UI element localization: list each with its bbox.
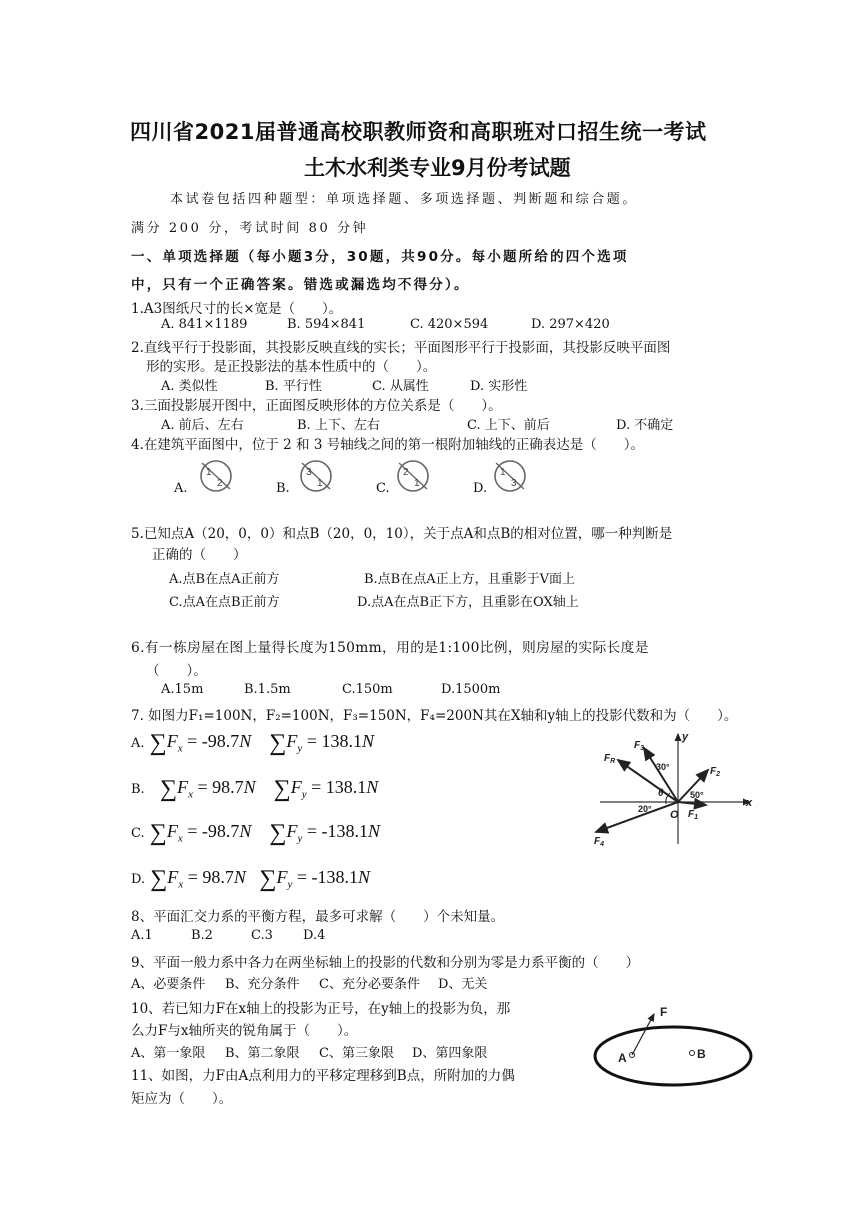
q3-option-c[interactable]: C. 上下、前后 (467, 418, 550, 433)
section-heading: 一、单项选择题（每小题3分，30题，共90分。每小题所给的四个选项 (131, 249, 629, 265)
f1-label: $F_1$ (688, 809, 699, 821)
q7-option-a-label: A. (131, 736, 145, 751)
q3-option-a[interactable]: A. 前后、左右 (161, 418, 244, 433)
q7-option-b-label: B. (131, 782, 145, 797)
q10-option-a[interactable]: A、第一象限 (131, 1046, 206, 1061)
question-3-stem: 3.三面投影展开图中，正面图反映形体的方位关系是（ ）。 (131, 398, 502, 414)
question-9-stem: 9、平面一般力系中各力在两坐标轴上的投影的代数和分别为零是力系平衡的（ ） (131, 955, 640, 971)
intro-text-2: 满分 200 分，考试时间 80 分钟 (131, 221, 369, 236)
q5-option-a[interactable]: A.点B在点A正前方 (169, 572, 280, 587)
q8-option-b[interactable]: B.2 (191, 928, 213, 943)
question-2-stem: 2.直线平行于投影面，其投影反映直线的实长；平面图形平行于投影面，其投影反映平面图 (131, 340, 671, 356)
angle-20-label: 20° (638, 804, 652, 814)
q4-option-b[interactable]: B. (276, 481, 290, 496)
point-a-label: A (618, 1051, 627, 1065)
q6-option-c[interactable]: C.150m (342, 682, 393, 697)
axis-symbol-b-top: 3 (306, 467, 312, 478)
exam-title: 四川省2021届普通高校职教师资和高职班对口招生统一考试 (130, 120, 707, 144)
q3-option-d[interactable]: D. 不确定 (616, 418, 674, 433)
question-10-stem: 10、若已知力F在x轴上的投影为正号，在y轴上的投影为负，那 (131, 1001, 511, 1017)
fr-label: $F_R$ (604, 753, 616, 765)
theta-label: θ (658, 788, 664, 799)
angle-30-label: 30° (656, 762, 670, 772)
q6-option-b[interactable]: B.1.5m (244, 682, 291, 697)
force-diagram (588, 726, 758, 851)
question-6-stem: 6.有一栋房屋在图上量得长度为150mm，用的是1:100比例，则房屋的实际长度是 (131, 640, 649, 656)
q8-option-d[interactable]: D.4 (303, 928, 326, 943)
q10-option-b[interactable]: B、第二象限 (225, 1046, 300, 1061)
q6-option-d[interactable]: D.1500m (441, 682, 501, 697)
q8-option-c[interactable]: C.3 (251, 928, 273, 943)
axis-symbol-a-bottom: 2 (217, 478, 223, 489)
q9-option-d[interactable]: D、无关 (438, 977, 488, 992)
question-10-stem-cont: 么力F与x轴所夹的锐角属于（ ）。 (131, 1023, 358, 1039)
q8-option-a[interactable]: A.1 (131, 928, 153, 943)
q2-option-a[interactable]: A. 类似性 (161, 379, 218, 394)
force-f4-arrow (596, 802, 678, 832)
intro-text-1: 本试卷包括四种题型：单项选择题、多项选择题、判断题和综合题。 (170, 192, 639, 207)
question-11-stem: 11、如图，力F由A点利用力的平移定理移到B点，所附加的力偶 (131, 1068, 515, 1084)
q1-option-c[interactable]: C. 420×594 (410, 317, 489, 332)
axis-symbol-d-top: 1 (500, 467, 506, 478)
question-2-stem-cont: 形的实形。是正投影法的基本性质中的（ ）。 (146, 359, 437, 375)
q7-option-b-formula: $\sum F_x = 98.7N$ $\sum F_y = 138.1N$ (159, 776, 379, 802)
q7-option-c-label: C. (131, 826, 145, 841)
q3-option-b[interactable]: B. 上下、左右 (297, 418, 380, 433)
point-b-label: B (697, 1047, 706, 1061)
axis-symbol-b (296, 456, 336, 496)
x-axis-label: x (746, 797, 753, 809)
question-11-stem-cont: 矩应为（ ）。 (131, 1091, 233, 1107)
question-8-stem: 8、平面汇交力系的平衡方程，最多可求解（ ）个未知量。 (131, 909, 505, 925)
point-b (690, 1051, 695, 1056)
q2-option-b[interactable]: B. 平行性 (265, 379, 322, 394)
force-f-label: F (660, 1005, 668, 1019)
q1-option-d[interactable]: D. 297×420 (531, 317, 610, 332)
q7-option-d-label: D. (131, 872, 146, 887)
f3-label: $F_3$ (634, 740, 645, 752)
q1-option-b[interactable]: B. 594×841 (287, 317, 366, 332)
question-6-stem-cont: （ ）。 (146, 663, 207, 679)
q7-option-c-formula: $\sum F_x = -98.7N$ $\sum F_y = -138.1N$ (149, 820, 381, 846)
axis-symbol-a-top: 1 (206, 467, 212, 478)
q5-option-b[interactable]: B.点B在点A正上方，且重影于V面上 (364, 572, 576, 587)
axis-symbol-c-bottom: 1 (414, 478, 420, 489)
q5-option-d[interactable]: D.点A在点B正下方，且重影在OX轴上 (357, 595, 579, 610)
q7-option-c[interactable] (131, 820, 380, 847)
question-5-stem-cont: 正确的（ ） (152, 547, 247, 563)
q2-option-c[interactable]: C. 从属性 (372, 379, 429, 394)
q9-option-c[interactable]: C、充分必要条件 (319, 977, 420, 992)
q4-option-c[interactable]: C. (376, 481, 390, 496)
q9-option-b[interactable]: B、充分条件 (225, 977, 300, 992)
axis-symbol-d (490, 456, 530, 496)
axis-symbol-b-bottom: 1 (317, 478, 323, 489)
q7-option-b[interactable] (131, 776, 378, 803)
q5-option-c[interactable]: C.点A在点B正前方 (169, 595, 280, 610)
force-translation-diagram (588, 1000, 768, 1100)
question-4-stem: 4.在建筑平面图中，位于 2 和 3 号轴线之间的第一根附加轴线的正确表达是（ ）。 (131, 437, 644, 453)
q4-option-d[interactable]: D. (473, 481, 488, 496)
question-5-stem: 5.已知点A（20，0，0）和点B（20，0，10），关于点A和点B的相对位置，哪一种判断是 (131, 526, 673, 542)
origin-label: O (670, 809, 679, 821)
q9-option-a[interactable]: A、必要条件 (131, 977, 206, 992)
exam-subtitle: 土木水利类专业9月份考试题 (304, 156, 571, 180)
f2-label: $F_2$ (710, 766, 721, 778)
q1-option-a[interactable]: A. 841×1189 (161, 317, 248, 332)
q4-option-a[interactable]: A. (174, 481, 188, 496)
q10-option-d[interactable]: D、第四象限 (412, 1046, 488, 1061)
q2-option-d[interactable]: D. 实形性 (470, 379, 528, 394)
question-7-stem: 7. 如图力F₁=100N，F₂=100N，F₃=150N，F₄=200N其在X轴和y轴上的投影代数和为（ ）。 (131, 708, 738, 724)
q7-option-a-formula: $\sum F_x = -98.7N$ $\sum F_y = 138.1N$ (149, 730, 374, 756)
question-1-stem: 1.A3图纸尺寸的长×宽是（ ）。 (131, 301, 343, 317)
f4-label: $F_4$ (594, 836, 605, 848)
q7-option-d-formula: $\sum F_x = 98.7N$ $\sum F_y = -138.1N$ (150, 866, 371, 892)
q7-option-a[interactable] (131, 730, 374, 757)
q6-option-a[interactable]: A.15m (161, 682, 204, 697)
axis-symbol-c-top: 2 (403, 467, 409, 478)
y-axis-label: y (682, 731, 689, 743)
force-f-arrow (632, 1014, 654, 1055)
q10-option-c[interactable]: C、第三象限 (319, 1046, 394, 1061)
q7-option-d[interactable] (131, 866, 370, 893)
axis-symbol-c (393, 456, 433, 496)
axis-symbol-d-bottom: 3 (511, 478, 517, 489)
section-heading-cont: 中，只有一个正确答案。错选或漏选均不得分）。 (131, 277, 470, 293)
axis-symbol-a (196, 456, 236, 496)
angle-50-label: 50° (690, 790, 704, 800)
